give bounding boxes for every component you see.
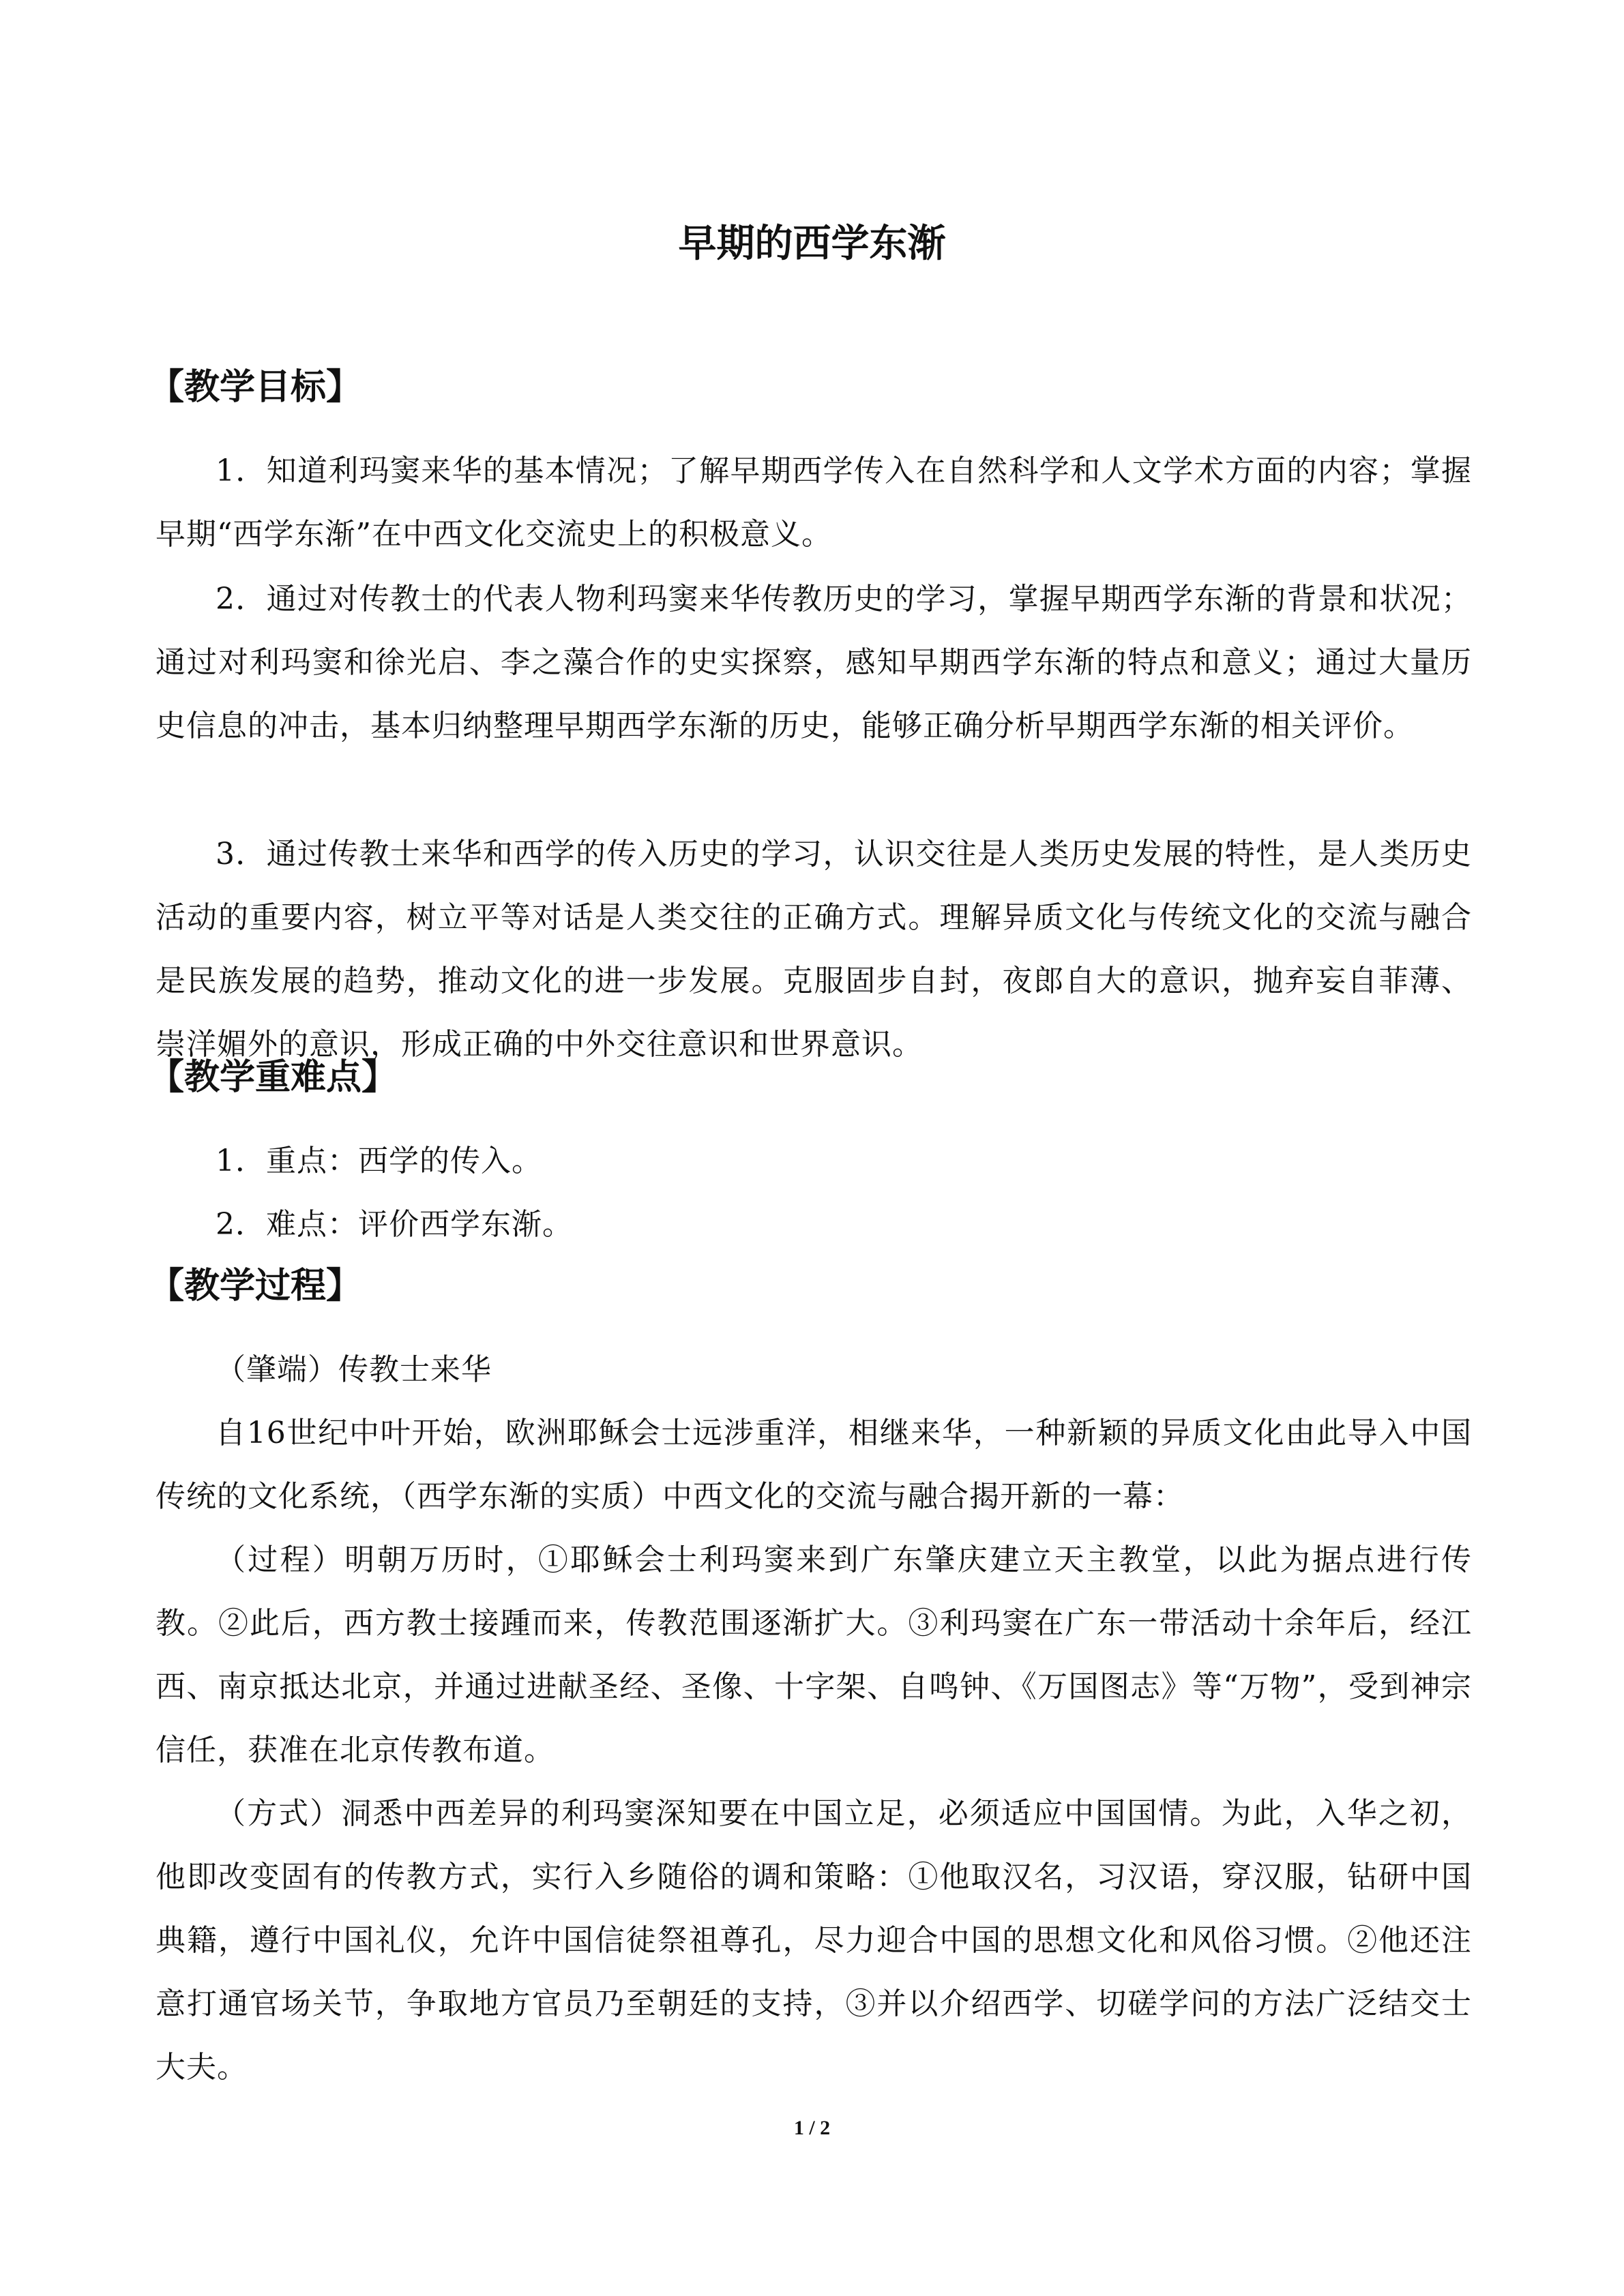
objective-paragraph-3: 3．通过传教士来华和西学的传入历史的学习，认识交往是人类历史发展的特性，是人类历史活动的重要内容，树立平等对话是人类交往的正确方式。理解异质文化与传统文化的交流与融合是民族发展的趋势，推动文化的进一步发展。克服固步自封，夜郎自大的意识，抛弃妄自菲薄、崇洋媚外的意识，形成正确的中外交往意识和世界意识。 (156, 837, 1472, 1062)
process-paragraph-4: （方式）洞悉中西差异的利玛窦深知要在中国立足，必须适应中国国情。为此，入华之初，他即改变固有的传教方式，实行入乡随俗的调和策略：①他取汉名，习汉语，穿汉服，钻研中国典籍，遵行中国礼仪，允许中国信徒祭祖尊孔，尽力迎合中国的思想文化和风俗习惯。②他还注意打通官场关节，争取地方官员乃至朝廷的支持，③并以介绍西学、切磋学问的方法广泛结交士大夫。 (156, 1796, 1472, 2085)
page-number: 1 / 2 (793, 2117, 831, 2139)
process-paragraph-1: （肇端）传教士来华 (216, 1352, 492, 1387)
section-heading-key-points: 【教学重难点】 (149, 1057, 398, 1098)
key-point-paragraph-1: 1．重点：西学的传入。 (216, 1144, 542, 1178)
key-point-paragraph-2: 2．难点：评价西学东渐。 (216, 1207, 573, 1242)
objective-paragraph-2: 2．通过对传教士的代表人物利玛窦来华传教历史的学习，掌握早期西学东渐的背景和状况；通过对利玛窦和徐光启、李之藻合作的史实探察，感知早期西学东渐的特点和意义；通过大量历史信息的冲击，基本归纳整理早期西学东渐的历史，能够正确分析早期西学东渐的相关评价。 (156, 582, 1472, 743)
objective-paragraph-1: 1．知道利玛窦来华的基本情况；了解早期西学传入在自然科学和人文学术方面的内容；掌握早期“西学东渐”在中西文化交流史上的积极意义。 (156, 453, 1472, 552)
document-title: 早期的西学东渐 (678, 222, 946, 266)
process-paragraph-2: 自16世纪中叶开始，欧洲耶稣会士远涉重洋，相继来华，一种新颖的异质文化由此导入中国传统的文化系统，（西学东渐的实质）中西文化的交流与融合揭开新的一幕： (156, 1416, 1472, 1514)
process-paragraph-3: （过程）明朝万历时，①耶稣会士利玛窦来到广东肇庆建立天主教堂，以此为据点进行传教。②此后，西方教士接踵而来，传教范围逐渐扩大。③利玛窦在广东一带活动十余年后，经江西、南京抵达北京，并通过进献圣经、圣像、十字架、自鸣钟、《万国图志》等“万物”，受到神宗信任，获准在北京传教布道。 (156, 1542, 1472, 1768)
section-heading-process: 【教学过程】 (149, 1266, 362, 1307)
section-heading-objectives: 【教学目标】 (149, 367, 362, 408)
